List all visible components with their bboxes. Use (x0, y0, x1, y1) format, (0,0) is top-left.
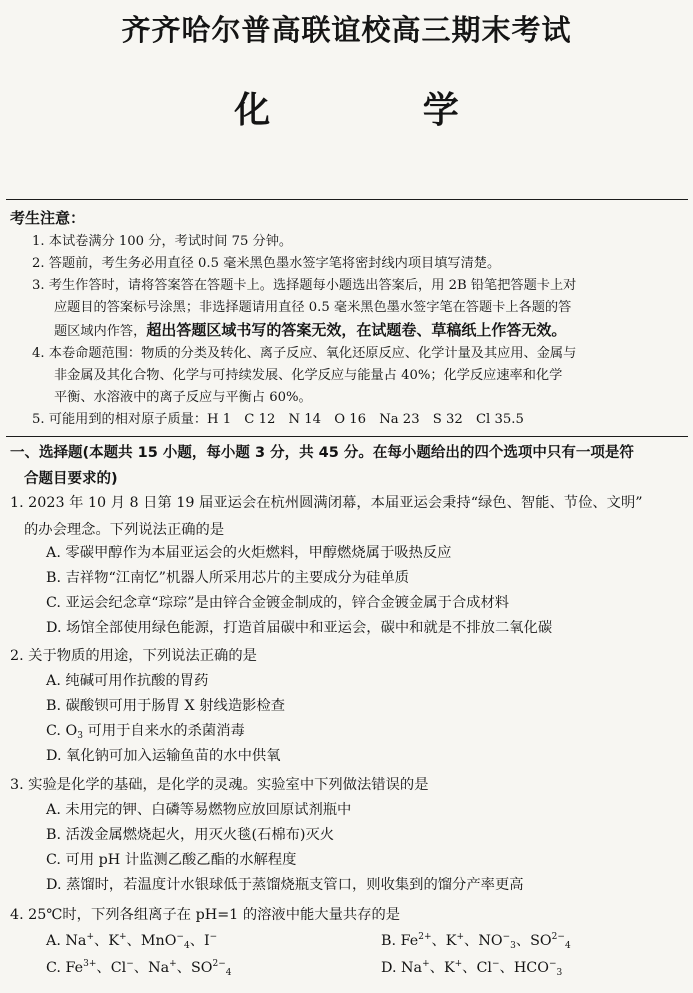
exam-title: 齐齐哈尔普高联谊校高三期末考试 (121, 13, 572, 47)
notice-item-5: 5. 可能用到的相对原子质量：H 1 C 12 N 14 O 16 Na 23 S 32 Cl 35.5 (32, 412, 524, 427)
question-4-option-a: A. Na+、K+、MnO−$_4$、I− (46, 932, 218, 951)
top-divider (6, 199, 688, 200)
question-2-option-d: D. 氧化钠可加入运输鱼苗的水中供氧 (46, 748, 281, 764)
notice-item-1: 1. 本试卷满分 100 分，考试时间 75 分钟。 (32, 234, 293, 249)
question-4-option-c: C. $Fe^{3+}$、Cl−、Na+、$SO^{2-}_4$ (46, 959, 232, 978)
question-1-option-c: C. 亚运会纪念章“琮琮”是由锌合金镀金制成的，锌合金镀金属于合成材料 (46, 595, 510, 611)
notice-item-2: 2. 答题前，考生务必用直径 0.5 毫米黑色墨水签字笔将密封线内项目填写清楚。 (32, 256, 501, 271)
notice-item-4: 4. 本卷命题范围：物质的分类及转化、离子反应、氧化还原反应、化学计量及其应用、金属与 非金属及其化合物、化学与可持续发展、化学反应与能量占 40%；化学反应速率和化学 平衡、水溶液中的离子反应与平衡占 60%。 (32, 346, 577, 405)
question-3-option-a: A. 未用完的钾、白磷等易燃物应放回原试剂瓶中 (46, 802, 352, 818)
notice-divider (6, 436, 688, 437)
notice-emphasis: 超出答题区域书写的答案无效，在试题卷、草稿纸上作答无效。 (146, 321, 567, 339)
question-3-stem: 3. 实验是化学的基础，是化学的灵魂。实验室中下列做法错误的是 (10, 777, 429, 793)
question-1-option-b: B. 吉祥物“江南忆”机器人所采用芯片的主要成分为硅单质 (46, 570, 410, 586)
question-3-option-d: D. 蒸馏时，若温度计水银球低于蒸馏烧瓶支管口，则收集到的馏分产率更高 (46, 877, 524, 893)
question-1-option-a: A. 零碳甲醇作为本届亚运会的火炬燃料，甲醇燃烧属于吸热反应 (46, 545, 452, 561)
question-2-stem: 2. 关于物质的用途，下列说法正确的是 (10, 648, 257, 664)
notice-item-3: 3. 考生作答时，请将答案答在答题卡上。选择题每小题选出答案后，用 2B 铅笔把答题卡上对 应题目的答案标号涂黑；非选择题请用直径 0.5 毫米黑色墨水签字笔在答题卡上各题的答 题区域内作答，超出答题区域书写的答案无效，在试题卷、草稿纸上作答无效。 (32, 278, 577, 339)
question-2-option-a: A. 纯碱可用作抗酸的胃药 (46, 673, 209, 689)
question-1-option-d: D. 场馆全部使用绿色能源，打造首届碳中和亚运会，碳中和就是不排放二氧化碳 (46, 620, 553, 636)
question-2-option-c: C. $O_3$ 可用于自来水的杀菌消毒 (46, 723, 245, 741)
question-3-option-c: C. 可用 pH 计监测乙酸乙酯的水解程度 (46, 852, 297, 868)
section-1-heading: 一、选择题(本题共 15 小题，每小题 3 分，共 45 分。在每小题给出的四个选项中只有一项是符 合题目要求的) (10, 445, 634, 487)
subject-title: 化 学 (234, 89, 529, 131)
question-4-option-d: D. Na+、K+、Cl−、$HCO^-_3$ (381, 959, 563, 978)
question-4-option-b: B. $Fe^{2+}$、K+、$NO^-_3$、$SO^{2-}_4$ (381, 932, 571, 951)
notice-heading: 考生注意： (10, 209, 86, 227)
question-1-stem: 1. 2023 年 10 月 8 日第 19 届亚运会在杭州圆满闭幕，本届亚运会秉持“绿色、智能、节俭、文明” 的办会理念。下列说法正确的是 (10, 495, 643, 538)
question-4-stem: 4. 25℃时，下列各组离子在 pH=1 的溶液中能大量共存的是 (10, 907, 401, 923)
question-2-option-b: B. 碳酸钡可用于肠胃 X 射线造影检查 (46, 698, 286, 714)
question-3-option-b: B. 活泼金属燃烧起火，用灭火毯(石棉布)灭火 (46, 827, 335, 843)
